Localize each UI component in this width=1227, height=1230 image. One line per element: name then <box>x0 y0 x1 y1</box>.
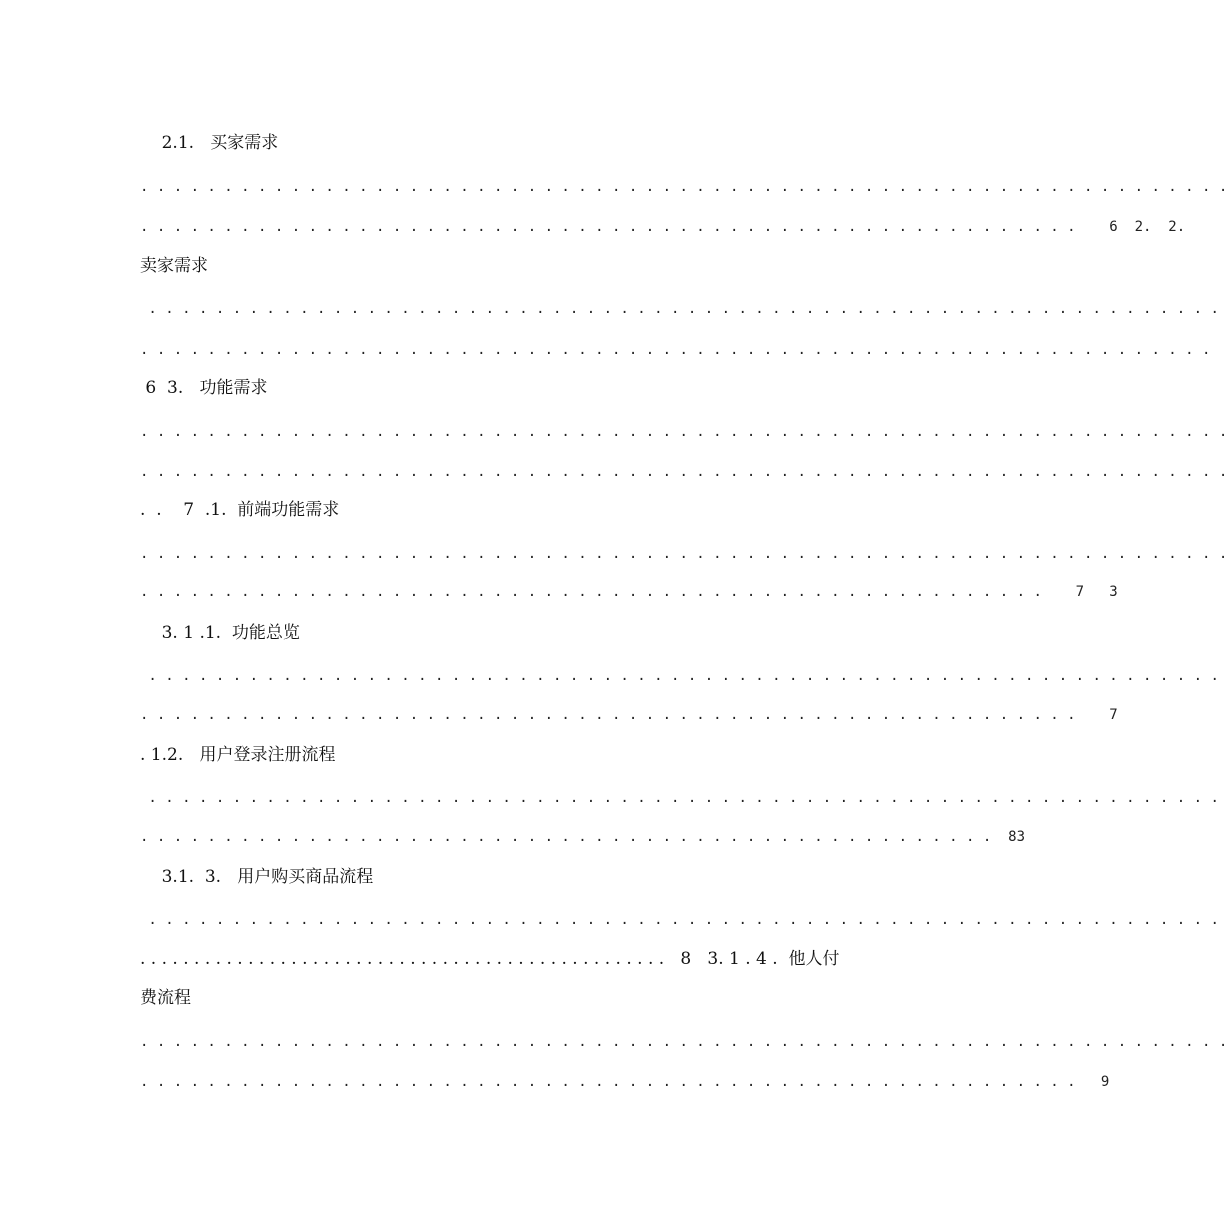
toc-leader-dots-page-9: . . . . . . . . . . . . . . . . . . . . . . . . . . . . . . . . . . . . . . . . . . . . . . . . . . . . . . . . 9 <box>140 1074 1110 1090</box>
toc-leader-dots: . . . . . . . . . . . . . . . . . . . . . . . . . . . . . . . . . . . . . . . . . . . . . . . . . . . . . . . . . . . . . . . . <box>140 790 1219 806</box>
toc-entry-3-1-frontend-requirements: . . 7 .1. 前端功能需求 <box>140 500 340 520</box>
toc-leader-dots-page-7: . . . . . . . . . . . . . . . . . . . . . . . . . . . . . . . . . . . . . . . . . . . . . . . . . . . . . . . . 7 <box>140 707 1118 723</box>
toc-entry-3-1-2-user-login-register: . 1.2. 用户登录注册流程 <box>140 745 336 765</box>
toc-entry-3-1-3-user-purchase: 3.1. 3. 用户购买商品流程 <box>140 867 374 887</box>
toc-entry-2-2-seller-requirements: 卖家需求 <box>140 256 208 276</box>
toc-leader-dots: . . . . . . . . . . . . . . . . . . . . . . . . . . . . . . . . . . . . . . . . . . . . . . . . . . . . . . . . . . . . . . . . . <box>140 179 1227 195</box>
toc-leader-dots: . . . . . . . . . . . . . . . . . . . . . . . . . . . . . . . . . . . . . . . . . . . . . . . . . . . . . . . . . . . . . . . . . <box>140 464 1227 480</box>
toc-leader-dots: . . . . . . . . . . . . . . . . . . . . . . . . . . . . . . . . . . . . . . . . . . . . . . . . . . . . . . . . . . . . . . . . . <box>140 1034 1227 1050</box>
toc-entry-continuation: 费流程 <box>140 988 191 1008</box>
toc-leader-dots: . . . . . . . . . . . . . . . . . . . . . . . . . . . . . . . . . . . . . . . . . . . . . . . . . . . . . . . . . . . . . . . . <box>140 301 1219 317</box>
toc-leader-dots-page-83: . . . . . . . . . . . . . . . . . . . . . . . . . . . . . . . . . . . . . . . . . . . . . . . . . . . 83 <box>140 829 1026 845</box>
toc-entry-3-functional-requirements: 6 3. 功能需求 <box>140 378 268 398</box>
toc-leader-dots: . . . . . . . . . . . . . . . . . . . . . . . . . . . . . . . . . . . . . . . . . . . . . . . . . . . . . . . . . . . . . . . . <box>140 342 1211 358</box>
toc-leader-dots: . . . . . . . . . . . . . . . . . . . . . . . . . . . . . . . . . . . . . . . . . . . . . . . . . . . . . . . . . . . . . . . . <box>140 912 1219 928</box>
toc-entry-2-1-buyer-requirements: 2.1. 买家需求 <box>140 133 279 153</box>
toc-leader-dots-page-6: . . . . . . . . . . . . . . . . . . . . . . . . . . . . . . . . . . . . . . . . . . . . . . . . . . . . . . . . 6 2. 2. <box>140 219 1186 235</box>
toc-leader-dots: . . . . . . . . . . . . . . . . . . . . . . . . . . . . . . . . . . . . . . . . . . . . . . . . . . . . . . . . . . . . . . . . . <box>140 424 1227 440</box>
toc-leader-dots: . . . . . . . . . . . . . . . . . . . . . . . . . . . . . . . . . . . . . . . . . . . . . . . . . . . . . . . . . . . . . . . . <box>140 668 1219 684</box>
toc-entry-3-1-4-third-party-payment: . . . . . . . . . . . . . . . . . . . . . . . . . . . . . . . . . . . . . . . . . . . . . . . . . 8 3. 1 . 4 . 他人付 <box>140 949 840 969</box>
toc-entry-3-1-1-function-overview: 3. 1 .1. 功能总览 <box>140 623 300 643</box>
toc-leader-dots-page-7: . . . . . . . . . . . . . . . . . . . . . . . . . . . . . . . . . . . . . . . . . . . . . . . . . . . . . . 7 3 <box>140 584 1118 600</box>
toc-leader-dots: . . . . . . . . . . . . . . . . . . . . . . . . . . . . . . . . . . . . . . . . . . . . . . . . . . . . . . . . . . . . . . . . . <box>140 546 1227 562</box>
